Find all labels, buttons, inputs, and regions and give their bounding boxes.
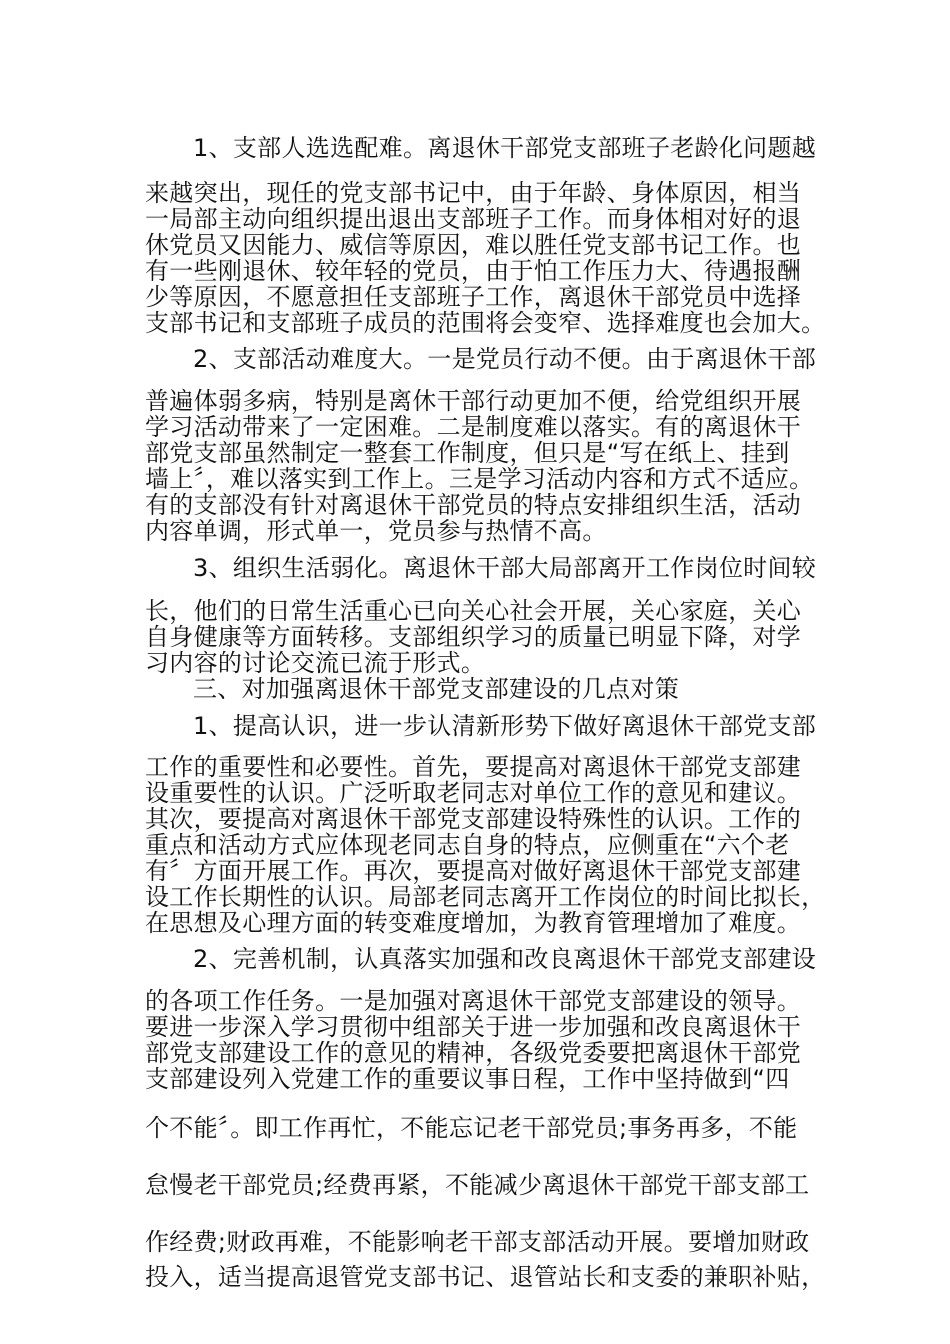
- para-3-line-3: 自身健康等方面转移。支部组织学习的质量已明显下降，对学: [145, 623, 802, 651]
- para-2-line-1: 2、支部活动难度大。一是党员行动不便。由于离退休干部: [193, 345, 817, 373]
- para-5-line-1: 2、完善机制，认真落实加强和改良离退休干部党支部建设: [193, 945, 817, 973]
- para-4-line-4: 其次，要提高对离退休干部党支部建设特殊性的认识。工作的: [145, 805, 802, 833]
- para-1-line-7: 支部书记和支部班子成员的范围将会变窄、选择难度也会加大。: [145, 309, 826, 337]
- para-5-line-8: 作经费;财政再难，不能影响老干部支部活动开展。要增加财政: [145, 1228, 810, 1256]
- para-4-line-2: 工作的重要性和必要性。首先，要提高对离退休干部党支部建: [145, 753, 802, 781]
- para-5-line-7: 怠慢老干部党员;经费再紧，不能减少离退休干部党干部支部工: [145, 1171, 810, 1199]
- para-4-line-8: 在思想及心理方面的转变难度增加，为教育管理增加了难度。: [145, 909, 802, 937]
- para-3-line-4: 习内容的讨论交流已流于形式。: [145, 649, 486, 677]
- para-1-line-1: 1、支部人选选配难。离退休干部党支部班子老龄化问题越: [193, 134, 817, 162]
- para-1-line-2: 来越突出，现任的党支部书记中，由于年龄、身体原因，相当: [145, 179, 802, 207]
- para-2-line-6: 有的支部没有针对离退休干部党员的特点安排组织生活，活动: [145, 491, 802, 519]
- para-1-line-3: 一局部主动向组织提出退出支部班子工作。而身体相对好的退: [145, 205, 802, 233]
- para-1-line-4: 休党员又因能力、威信等原因，难以胜任党支部书记工作。也: [145, 231, 802, 259]
- para-5-line-2: 的各项工作任务。一是加强对离退休干部党支部建设的领导。: [145, 987, 802, 1015]
- section-heading: 三、对加强离退休干部党支部建设的几点对策: [193, 675, 679, 703]
- para-1-line-5: 有一些刚退休、较年轻的党员，由于怕工作压力大、待遇报酬: [145, 257, 802, 285]
- para-1-line-6: 少等原因，不愿意担任支部班子工作，离退休干部党员中选择: [145, 283, 802, 311]
- para-4-line-5: 重点和活动方式应体现老同志自身的特点，应侧重在“六个老: [145, 831, 790, 859]
- para-2-line-5: 墙上〞，难以落实到工作上。三是学习活动内容和方式不适应。: [145, 465, 814, 493]
- para-5-line-4: 部党支部建设工作的意见的精神，各级党委要把离退休干部党: [145, 1039, 802, 1067]
- para-4-line-6: 有〞方面开展工作。再次，要提高对做好离退休干部党支部建: [145, 857, 802, 885]
- para-4-line-7: 设工作长期性的认识。局部老同志离开工作岗位的时间比拟长，: [145, 883, 826, 911]
- para-4-line-3: 设重要性的认识。广泛听取老同志对单位工作的意见和建议。: [145, 779, 802, 807]
- para-5-line-6: 个不能〞。即工作再忙，不能忘记老干部党员;事务再多，不能: [145, 1114, 798, 1142]
- para-5-line-5: 支部建设列入党建工作的重要议事日程，工作中坚持做到“四: [145, 1065, 790, 1093]
- para-3-line-2: 长，他们的日常生活重心已向关心社会开展，关心家庭，关心: [145, 597, 802, 625]
- para-2-line-4: 部党支部虽然制定一整套工作制度，但只是“写在纸上、挂到: [145, 439, 790, 467]
- para-4-line-1: 1、提高认识，进一步认清新形势下做好离退休干部党支部: [193, 712, 817, 740]
- para-5-line-3: 要进一步深入学习贯彻中组部关于进一步加强和改良离退休干: [145, 1013, 802, 1041]
- para-5-line-9: 投入，适当提高退管党支部书记、退管站长和支委的兼职补贴，: [145, 1263, 826, 1291]
- para-2-line-3: 学习活动带来了一定困难。二是制度难以落实。有的离退休干: [145, 413, 802, 441]
- para-2-line-7: 内容单调，形式单一，党员参与热情不高。: [145, 517, 607, 545]
- para-3-line-1: 3、组织生活弱化。离退休干部大局部离开工作岗位时间较: [193, 554, 817, 582]
- para-2-line-2: 普遍体弱多病，特别是离休干部行动更加不便，给党组织开展: [145, 387, 802, 415]
